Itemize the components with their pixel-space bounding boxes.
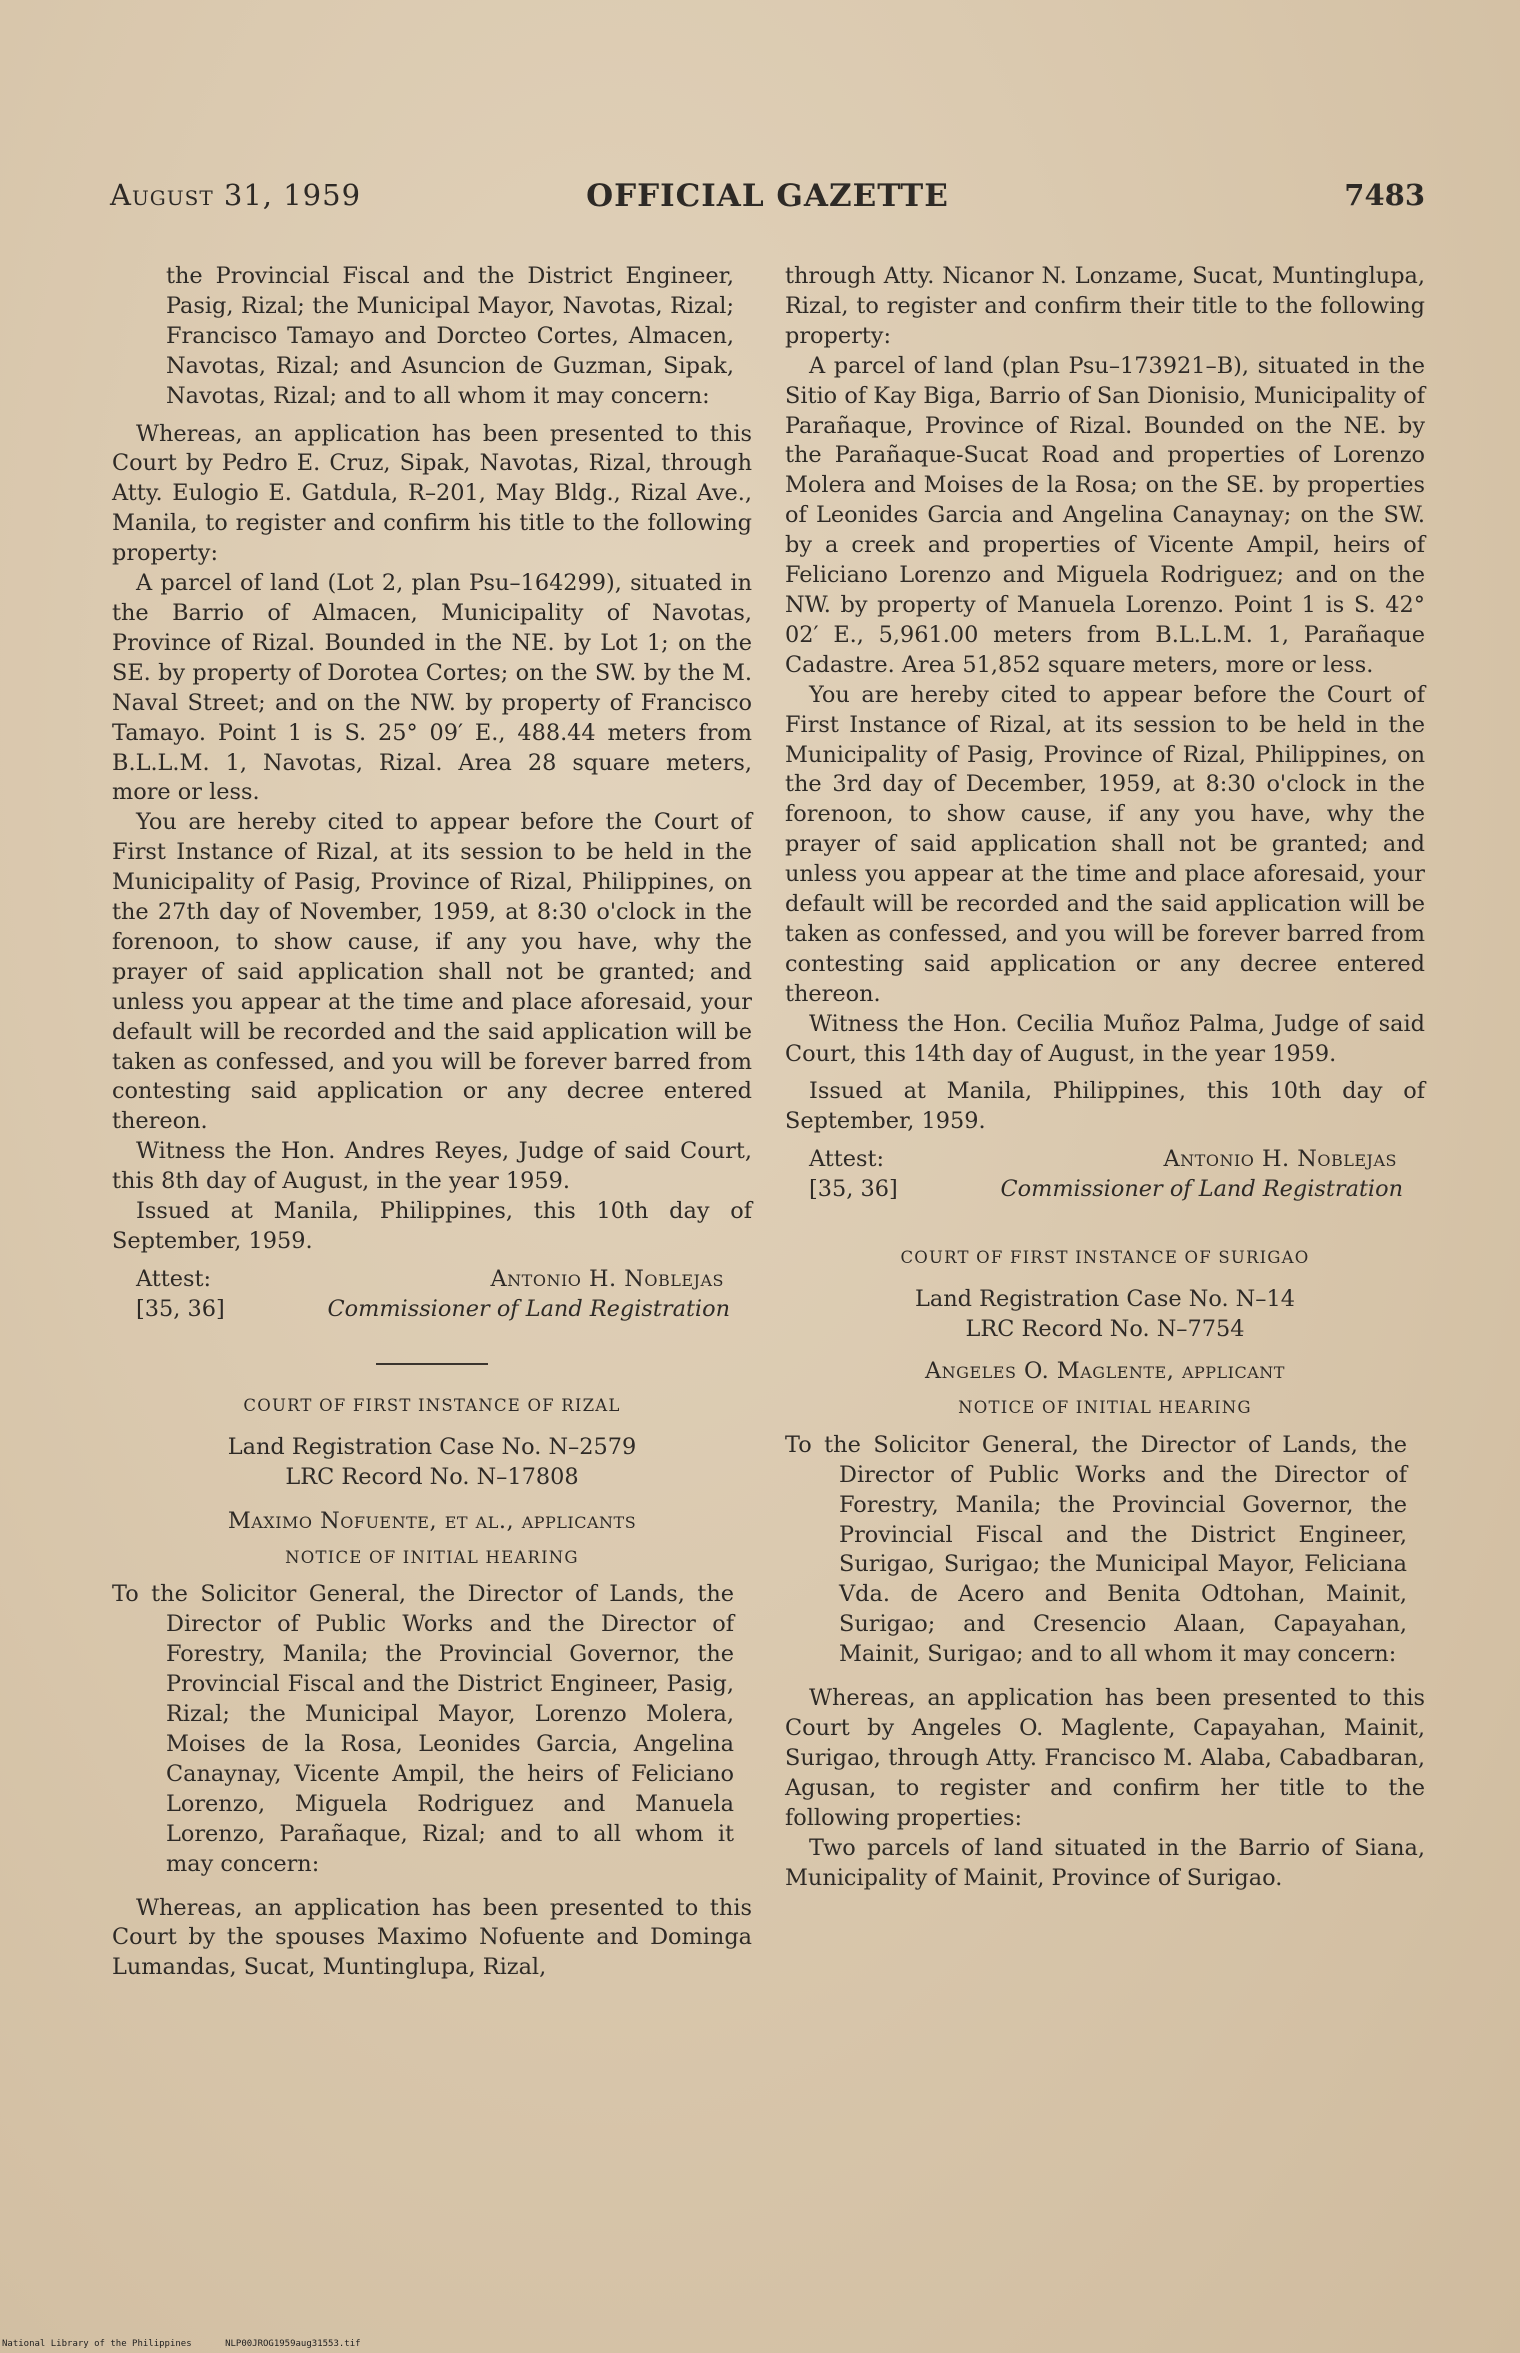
lrc-record-number: LRC Record No. N–17808 — [285, 1463, 579, 1490]
right-column — [785, 262, 1425, 1893]
attest-label: Attest: — [809, 1146, 885, 1173]
attest-name: Antonio H. Noblejas — [490, 1265, 724, 1292]
applicant-line-2: Angeles O. Maglente, applicant — [925, 1358, 1285, 1384]
property-description: A parcel of land (Lot 2, plan Psu–164299), situated in the Barrio of Almacen, Municipality of Navotas, Province of Rizal. Bounded in the NE. by Lot 1; on the SE. by property of Dorotea Cortes; on the SW. by the M. Naval Street; and on the NW. by property of Francisco Tamayo. Point 1 is S. 25° 09′ E., 488.44 meters from B.L.L.M. 1, Navotas, Rizal. Area 28 square meters, more or less. — [112, 570, 752, 806]
application-paragraph: Whereas, an application has been presented to this Court by Pedro E. Cruz, Sipak, Navotas, Rizal, through Atty. Eulogio E. Gatdula, R–201, May Bldg., Rizal Ave., Manila, to register and confirm his title to the following property: — [112, 420, 752, 567]
issued-paragraph-2: Issued at Manila, Philippines, this 10th day of September, 1959. — [785, 1078, 1425, 1135]
attestation-2 — [785, 1145, 1425, 1205]
applicant-line: Maximo Nofuente, et al., applicants — [227, 1507, 637, 1534]
page-header — [110, 178, 1425, 222]
attest-title: Commissioner of Land Registration — [1000, 1176, 1403, 1203]
attestation — [112, 1265, 752, 1325]
attest-title: Commissioner of Land Registration — [327, 1295, 730, 1322]
attest-reference: [35, 36] — [809, 1176, 898, 1203]
file-name: NLP00JROG1959aug31553.tif — [225, 2339, 361, 2349]
lrc-record-number-2: LRC Record No. N–7754 — [965, 1316, 1245, 1343]
court-heading: COURT OF FIRST INSTANCE OF RIZAL — [243, 1395, 621, 1415]
attest-reference: [35, 36] — [136, 1295, 225, 1322]
attest-label: Attest: — [136, 1265, 212, 1292]
notice-heading: NOTICE OF INITIAL HEARING — [285, 1547, 579, 1567]
case-number-2: Land Registration Case No. N–14 — [915, 1286, 1295, 1313]
section-divider — [376, 1363, 488, 1365]
citation-paragraph-2: You are hereby cited to appear before the Court of First Instance of Rizal, at its session to be held in the Municipality of Pasig, Province of Rizal, Philippines, on the 3rd day of December, 1959, at 8:30 o'clock in the forenoon, to show cause, if any you have, why the prayer of said application shall not be granted; and unless you appear at the time and place aforesaid, your default will be recorded and the said application will be taken as confessed, and you will be forever barred from contesting said application or any decree entered thereon. — [785, 681, 1425, 1007]
application-paragraph-2: Whereas, an application has been presented to this Court by the spouses Maximo Nofuente and Dominga Lumandas, Sucat, Muntinglupa, Rizal, — [112, 1894, 752, 1981]
properties-paragraph: Two parcels of land situated in the Barrio of Siana, Municipality of Mainit, Province of Surigao. — [785, 1834, 1425, 1891]
application-paragraph-3: Whereas, an application has been presented to this Court by Angeles O. Maglente, Capayahan, Mainit, Surigao, through Atty. Francisco M. Alaba, Cabadbaran, Agusan, to register and confirm her title to the following properties: — [785, 1685, 1425, 1831]
library-credit: National Library of the Philippines — [2, 2339, 192, 2349]
case-number: Land Registration Case No. N–2579 — [227, 1433, 637, 1460]
issued-paragraph: Issued at Manila, Philippines, this 10th day of September, 1959. — [112, 1198, 752, 1254]
notice-heading-2: NOTICE OF INITIAL HEARING — [958, 1397, 1252, 1417]
issue-date: August 31, 1959 — [110, 178, 362, 212]
attest-name: Antonio H. Noblejas — [1163, 1146, 1397, 1173]
property-description-2: A parcel of land (plan Psu–173921–B), situated in the Sitio of Kay Biga, Barrio of San Dionisio, Municipality of Parañaque, Province of Rizal. Bounded on the NE. by the Parañaque-Sucat Road and properties of Lorenzo Molera and Moises de la Rosa; on the SE. by properties of Leonides Garcia and Angelina Canaynay; on the SW. by a creek and properties of Vicente Ampil, heirs of Feliciano Lorenzo and Miguela Rodriguez; and on the NW. by property of Manuela Lorenzo. Point 1 is S. 42° 02′ E., 5,961.00 meters from B.L.L.M. 1, Parañaque Cadastre. Area 51,852 square meters, more or less. — [785, 352, 1425, 678]
witness-paragraph: Witness the Hon. Andres Reyes, Judge of said Court, this 8th day of August, in the year 1959. — [112, 1138, 752, 1195]
scan-footer — [2, 2339, 389, 2349]
left-column — [112, 262, 752, 1983]
application-continued: through Atty. Nicanor N. Lonzame, Sucat, Muntinglupa, Rizal, to register and confirm their title to the following property: — [785, 263, 1425, 349]
citation-paragraph: You are hereby cited to appear before the Court of First Instance of Rizal, at its session to be held in the Municipality of Pasig, Province of Rizal, Philippines, on the 27th day of November, 1959, at 8:30 o'clock in the forenoon, to show cause, if any you have, why the prayer of said application shall not be granted; and unless you appear at the time and place aforesaid, your default will be recorded and the said application will be taken as confessed, and you will be forever barred from contesting said application or any decree entered thereon. — [112, 809, 752, 1135]
witness-paragraph-2: Witness the Hon. Cecilia Muñoz Palma, Judge of said Court, this 14th day of August, in the year 1959. — [785, 1010, 1425, 1067]
page-number: 7483 — [1344, 178, 1425, 212]
addressees-continued: the Provincial Fiscal and the District Engineer, Pasig, Rizal; the Municipal Mayor, Navotas, Rizal; Francisco Tamayo and Dorcteo Cortes, Almacen, Navotas, Rizal; and Asuncion de Guzman, Sipak, Navotas, Rizal; and to all whom it may concern: — [166, 263, 734, 409]
addressees-2: To the Solicitor General, the Director of Lands, the Director of Public Works and the Director of Forestry, Manila; the Provincial Governor, the Provincial Fiscal and the District Engineer, Surigao, Surigao; the Municipal Mayor, Feliciana Vda. de Acero and Benita Odtohan, Mainit, Surigao; and Cresencio Alaan, Capayahan, Mainit, Surigao; and to all whom it may concern: — [785, 1431, 1407, 1668]
court-heading-2: COURT OF FIRST INSTANCE OF SURIGAO — [900, 1248, 1310, 1268]
publication-title: OFFICIAL GAZETTE — [586, 178, 949, 214]
addressees: To the Solicitor General, the Director of Lands, the Director of Public Works and the Director of Forestry, Manila; the Provincial Governor, the Provincial Fiscal and the District Engineer, Pasig, Rizal; the Municipal Mayor, Lorenzo Molera, Moises de la Rosa, Leonides Garcia, Angelina Canaynay, Vicente Ampil, the heirs of Feliciano Lorenzo, Miguela Rodriguez and Manuela Lorenzo, Parañaque, Rizal; and to all whom it may concern: — [112, 1581, 734, 1877]
